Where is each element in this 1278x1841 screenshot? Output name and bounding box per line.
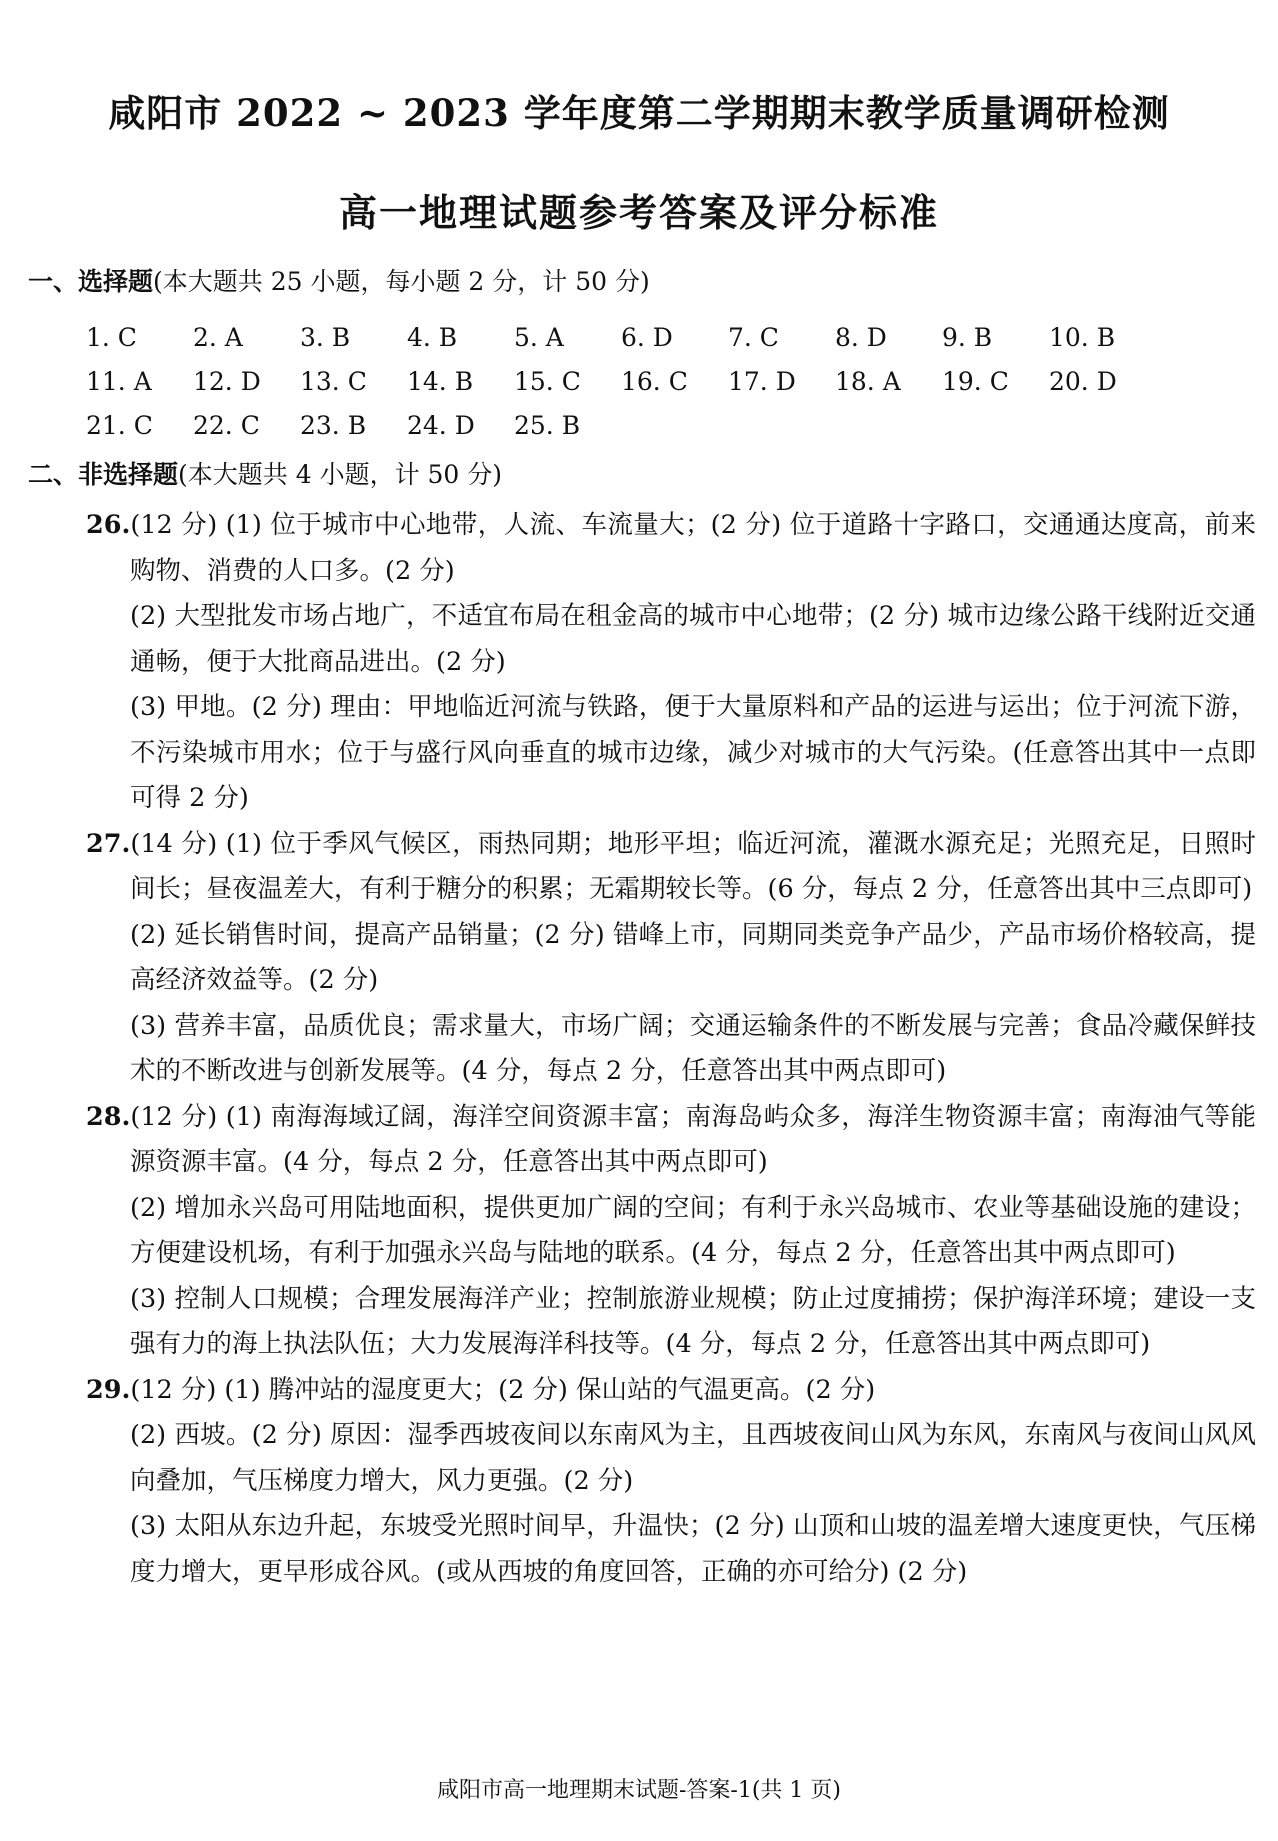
mc-answer: 8. D — [835, 323, 887, 352]
section2-heading — [28, 455, 502, 495]
question-number: 27. — [86, 828, 131, 859]
multiple-choice-answers — [86, 318, 1236, 446]
answer-part-3: (3) 营养丰富，品质优良；需求量大，市场广阔；交通运输条件的不断发展与完善；食品冷藏保鲜技术的不断改进与创新发展等。(4 分，每点 2 分，任意答出其中两点即可) — [130, 1010, 1256, 1086]
mc-answer: 25. B — [514, 411, 581, 440]
answer-part-2: (2) 延长销售时间，提高产品销量；(2 分) 错峰上市，同期同类竞争产品少，产品市场价格较高，提高经济效益等。(2 分) — [130, 919, 1256, 995]
answer-part-1: (12 分) (1) 位于城市中心地带，人流、车流量大；(2 分) 位于道路十字路口，交通通达度高，前来购物、消费的人口多。(2 分) — [130, 510, 1256, 586]
answer-part-2: (2) 西坡。(2 分) 原因：湿季西坡夜间以东南风为主，且西坡夜间山风为东风，东南风与夜间山风风向叠加，气压梯度力增大，风力更强。(2 分) — [130, 1420, 1256, 1496]
section1-note: (本大题共 25 小题，每小题 2 分，计 50 分) — [153, 267, 650, 296]
mc-answer: 6. D — [621, 323, 673, 352]
answer-part-3: (3) 太阳从东边升起，东坡受光照时间早，升温快；(2 分) 山顶和山坡的温差增大速度更快，气压梯度力增大，更早形成谷风。(或从西坡的角度回答，正确的亦可给分) (2 分) — [130, 1511, 1256, 1587]
section2-note: (本大题共 4 小题，计 50 分) — [178, 460, 503, 489]
mc-answer: 9. B — [942, 323, 993, 352]
mc-answer: 7. C — [728, 323, 779, 352]
mc-answer: 21. C — [86, 411, 153, 440]
mc-answer: 17. D — [728, 367, 796, 396]
section2-title: 二、非选择题 — [28, 460, 179, 489]
answer-part-1: (12 分) (1) 南海海域辽阔，海洋空间资源丰富；南海岛屿众多，海洋生物资源丰富；南海油气等能源资源丰富。(4 分，每点 2 分，任意答出其中两点即可) — [130, 1101, 1256, 1177]
answer-part-1: (12 分) (1) 腾冲站的湿度更大；(2 分) 保山站的气温更高。(2 分) — [130, 1374, 876, 1405]
mc-answer: 11. A — [86, 367, 152, 396]
free-response-answers — [86, 503, 1256, 1595]
question-number: 28. — [86, 1101, 131, 1132]
mc-answer: 12. D — [193, 367, 261, 396]
question-26 — [86, 503, 1256, 822]
mc-answer: 23. B — [300, 411, 367, 440]
mc-answer: 20. D — [1049, 367, 1117, 396]
section1-heading — [28, 262, 650, 302]
mc-answer: 5. A — [514, 323, 564, 352]
mc-answer: 19. C — [942, 367, 1009, 396]
answer-part-3: (3) 控制人口规模；合理发展海洋产业；控制旅游业规模；防止过度捕捞；保护海洋环境；建设一支强有力的海上执法队伍；大力发展海洋科技等。(4 分，每点 2 分，任意答出其中两点即可) — [130, 1283, 1256, 1359]
answer-part-2: (2) 增加永兴岛可用陆地面积，提供更加广阔的空间；有利于永兴岛城市、农业等基础设施的建设；方便建设机场，有利于加强永兴岛与陆地的联系。(4 分，每点 2 分，任意答出其中两点即可) — [130, 1192, 1256, 1268]
mc-answer: 13. C — [300, 367, 367, 396]
document-title: 咸阳市 2022 ~ 2023 学年度第二学期期末教学质量调研检测 — [108, 91, 1170, 135]
mc-answer: 1. C — [86, 323, 137, 352]
answer-part-2: (2) 大型批发市场占地广，不适宜布局在租金高的城市中心地带；(2 分) 城市边缘公路干线附近交通通畅，便于大批商品进出。(2 分) — [130, 601, 1256, 677]
mc-answer: 15. C — [514, 367, 581, 396]
mc-answer: 2. A — [193, 323, 243, 352]
question-27 — [86, 822, 1256, 1095]
question-number: 29. — [86, 1374, 131, 1405]
mc-answer: 18. A — [835, 367, 901, 396]
section1-title: 一、选择题 — [28, 267, 154, 296]
answer-part-1: (14 分) (1) 位于季风气候区，雨热同期；地形平坦；临近河流，灌溉水源充足；光照充足，日照时间长；昼夜温差大，有利于糖分的积累；无霜期较长等。(6 分，每点 2 分，任意答出其中三点即可) — [130, 828, 1256, 904]
question-28 — [86, 1095, 1256, 1368]
mc-answer: 22. C — [193, 411, 260, 440]
page-footer: 咸阳市高一地理期末试题-答案-1(共 1 页) — [436, 1778, 841, 1803]
mc-answer: 24. D — [407, 411, 475, 440]
mc-answer: 4. B — [407, 323, 458, 352]
mc-answer: 16. C — [621, 367, 688, 396]
mc-answer: 14. B — [407, 367, 474, 396]
mc-answer: 3. B — [300, 323, 351, 352]
document-subtitle: 高一地理试题参考答案及评分标准 — [338, 190, 939, 235]
mc-answer: 10. B — [1049, 323, 1116, 352]
answer-part-3: (3) 甲地。(2 分) 理由：甲地临近河流与铁路，便于大量原料和产品的运进与运出；位于河流下游，不污染城市用水；位于与盛行风向垂直的城市边缘，减少对城市的大气污染。(任意答出其中一点即可得 2 分) — [130, 692, 1256, 813]
question-number: 26. — [86, 510, 131, 540]
question-29 — [86, 1368, 1256, 1596]
